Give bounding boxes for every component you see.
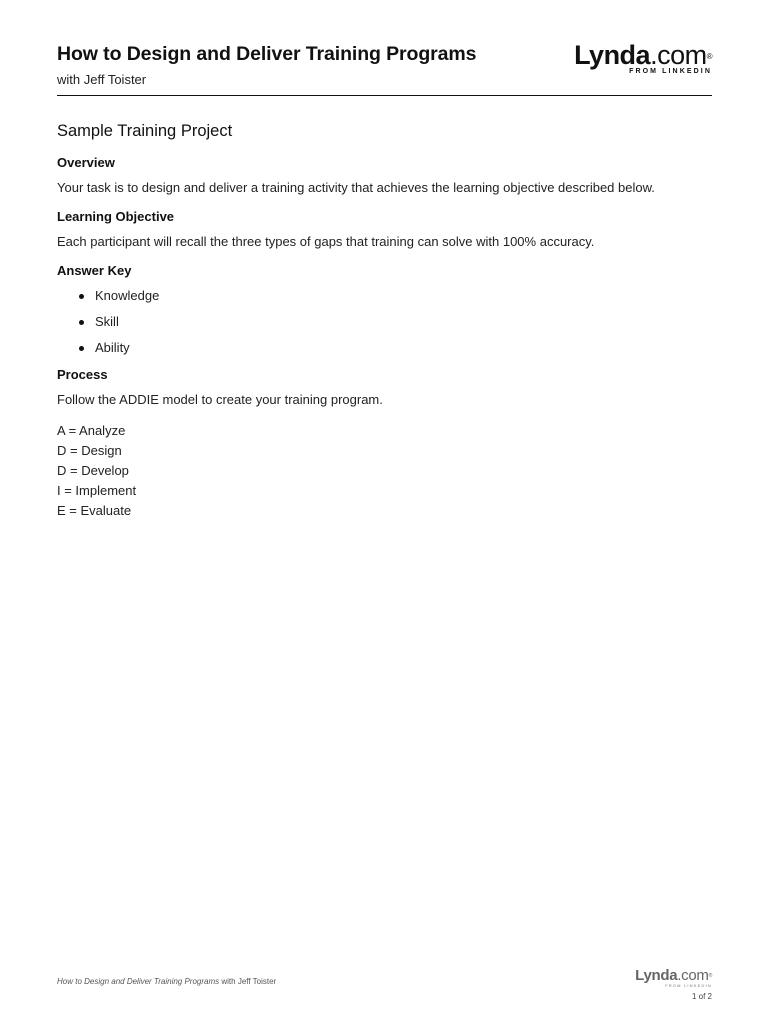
process-text: Follow the ADDIE model to create your training program. (57, 392, 383, 407)
answer-item-label: Knowledge (95, 288, 160, 303)
addie-step: E = Evaluate (57, 503, 132, 518)
course-author: with Jeff Toister (57, 72, 147, 87)
bullet-icon (79, 346, 84, 351)
footer-course-credit (57, 977, 276, 986)
learning-objective-text: Each participant will recall the three types of gaps that training can solve with 100% accuracy. (57, 234, 595, 249)
footer-logo-brand-bold: Lynda (635, 967, 678, 984)
bullet-icon (79, 294, 84, 299)
footer-author: with Jeff Toister (221, 977, 277, 986)
course-title: How to Design and Deliver Training Programs (57, 43, 477, 65)
bullet-icon (79, 320, 84, 325)
learning-objective-heading: Learning Objective (57, 209, 175, 224)
logo-registered-mark: ® (706, 52, 712, 61)
document-body (57, 122, 712, 521)
answer-item-label: Ability (95, 340, 130, 355)
page-number: 1 of 2 (691, 992, 712, 1001)
answer-key-heading: Answer Key (57, 263, 132, 278)
answer-key-list (57, 288, 712, 355)
addie-step: D = Develop (57, 463, 129, 478)
logo-brand-light: .com (650, 40, 707, 70)
overview-heading: Overview (57, 155, 115, 170)
list-item (79, 288, 712, 303)
list-item (79, 340, 712, 355)
footer-course-title: How to Design and Deliver Training Programs (57, 977, 220, 986)
list-item (79, 314, 712, 329)
overview-text: Your task is to design and deliver a training activity that achieves the learning objective described below. (57, 180, 655, 195)
header-divider (57, 95, 712, 96)
footer-logo-brand-light: .com (677, 967, 709, 984)
process-heading: Process (57, 367, 108, 382)
document-title: Sample Training Project (57, 122, 233, 140)
addie-step: D = Design (57, 443, 122, 458)
addie-step: I = Implement (57, 483, 137, 498)
addie-list (57, 421, 712, 521)
lynda-logo (574, 40, 712, 75)
addie-step: A = Analyze (57, 423, 126, 438)
footer-logo-registered-mark: ® (708, 973, 712, 979)
answer-item-label: Skill (95, 314, 119, 329)
logo-tagline: FROM LINKEDIN (629, 68, 712, 75)
logo-brand-bold: Lynda (574, 40, 651, 70)
footer-logo-tagline: FROM LINKEDIN (665, 983, 712, 988)
footer-lynda-logo (635, 968, 712, 988)
